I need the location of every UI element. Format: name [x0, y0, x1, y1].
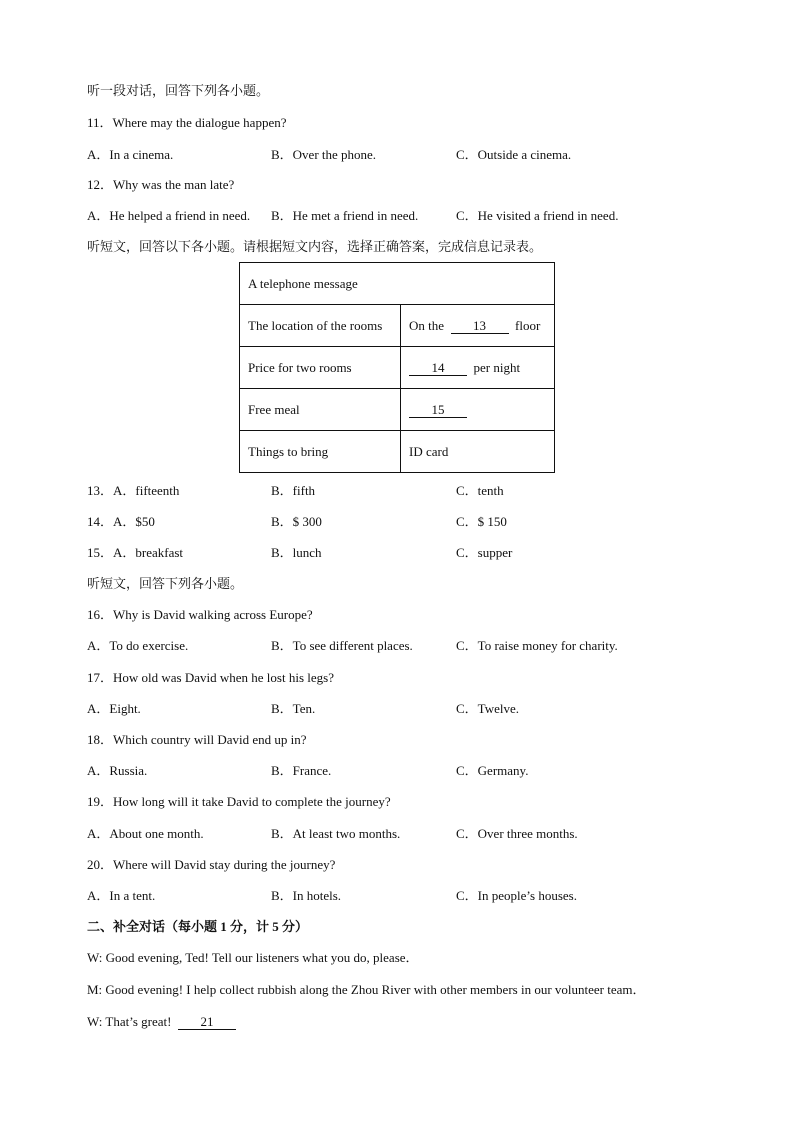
question-17-option-a: A．Eight. [87, 701, 141, 716]
table-label-price: Price for two rooms [240, 347, 401, 389]
question-16-stem: 16．Why is David walking across Europe? [87, 607, 313, 622]
answer-blank-15: 15 [409, 403, 467, 418]
table-value-meal [401, 389, 555, 431]
table-row [240, 431, 555, 473]
dialogue-line-m1: M: Good evening! I help collect rubbish along the Zhou River with other members in our volunteer team． [87, 982, 646, 997]
question-11-option-b: B．Over the phone. [271, 147, 377, 162]
dialogue-line-w2 [87, 1014, 236, 1030]
table-label-meal: Free meal [240, 389, 401, 431]
question-17-stem: 17．How old was David when he lost his legs? [87, 670, 334, 685]
question-14-option-c: C．$ 150 [456, 514, 507, 529]
dialogue-line-w1: W: Good evening, Ted! Tell our listeners what you do, please． [87, 950, 419, 965]
question-20-option-c: C．In people’s houses. [456, 888, 577, 903]
table-value-location [401, 305, 555, 347]
question-15-option-c: C．supper [456, 545, 513, 560]
question-12-option-b: B．He met a friend in need. [271, 208, 419, 223]
question-16-option-a: A．To do exercise. [87, 638, 189, 653]
question-17-option-c: C．Twelve. [456, 701, 519, 716]
question-12-stem: 12．Why was the man late? [87, 177, 235, 192]
table-label-location: The location of the rooms [240, 305, 401, 347]
answer-blank-21: 21 [178, 1015, 236, 1030]
table-row [240, 305, 555, 347]
table-label-bring: Things to bring [240, 431, 401, 473]
question-14-option-a: 14．A．$50 [87, 514, 155, 529]
question-18-stem: 18．Which country will David end up in? [87, 732, 307, 747]
question-18-option-b: B．France. [271, 763, 332, 778]
table-suffix: floor [515, 317, 541, 333]
section-heading-passage-2: 听短文，回答下列各小题。 [87, 576, 244, 591]
question-13-option-c: C．tenth [456, 483, 504, 498]
table-title: A telephone message [240, 263, 555, 305]
answer-blank-13: 13 [451, 319, 509, 334]
question-11-option-c: C．Outside a cinema. [456, 147, 572, 162]
section-heading-passage-1: 听短文，回答以下各小题。请根据短文内容，选择正确答案，完成信息记录表。 [87, 239, 543, 254]
answer-blank-14: 14 [409, 361, 467, 376]
question-16-option-b: B．To see different places. [271, 638, 413, 653]
question-15-option-b: B．lunch [271, 545, 322, 560]
section-heading-dialogue: 听一段对话，回答下列各小题。 [87, 83, 270, 98]
table-value-price [401, 347, 555, 389]
section-2-heading: 二、补全对话（每小题 1 分，计 5 分） [87, 919, 309, 934]
question-19-stem: 19．How long will it take David to complete the journey? [87, 794, 391, 809]
question-20-option-b: B．In hotels. [271, 888, 342, 903]
question-13-option-b: B．fifth [271, 483, 316, 498]
question-14-option-b: B．$ 300 [271, 514, 322, 529]
question-15-option-a: 15．A．breakfast [87, 545, 184, 560]
table-title-row [240, 263, 555, 305]
question-18-option-c: C．Germany. [456, 763, 529, 778]
question-19-option-a: A．About one month. [87, 826, 204, 841]
dialogue-w2-text: W: That’s great! [87, 1014, 172, 1029]
question-19-option-c: C．Over three months. [456, 826, 578, 841]
table-row [240, 347, 555, 389]
question-13-option-a: 13．A．fifteenth [87, 483, 180, 498]
question-11-stem: 11．Where may the dialogue happen? [87, 115, 287, 130]
question-11-option-a: A．In a cinema. [87, 147, 174, 162]
table-suffix: per night [473, 359, 521, 375]
table-row [240, 389, 555, 431]
table-value-bring: ID card [401, 431, 555, 473]
question-18-option-a: A．Russia. [87, 763, 148, 778]
question-20-stem: 20．Where will David stay during the journey? [87, 857, 336, 872]
question-19-option-b: B．At least two months. [271, 826, 401, 841]
question-20-option-a: A．In a tent. [87, 888, 156, 903]
question-12-option-a: A．He helped a friend in need. [87, 208, 251, 223]
table-prefix: On the [409, 317, 445, 333]
question-17-option-b: B．Ten. [271, 701, 316, 716]
question-16-option-c: C．To raise money for charity. [456, 638, 618, 653]
telephone-message-table [239, 262, 555, 473]
question-12-option-c: C．He visited a friend in need. [456, 208, 619, 223]
